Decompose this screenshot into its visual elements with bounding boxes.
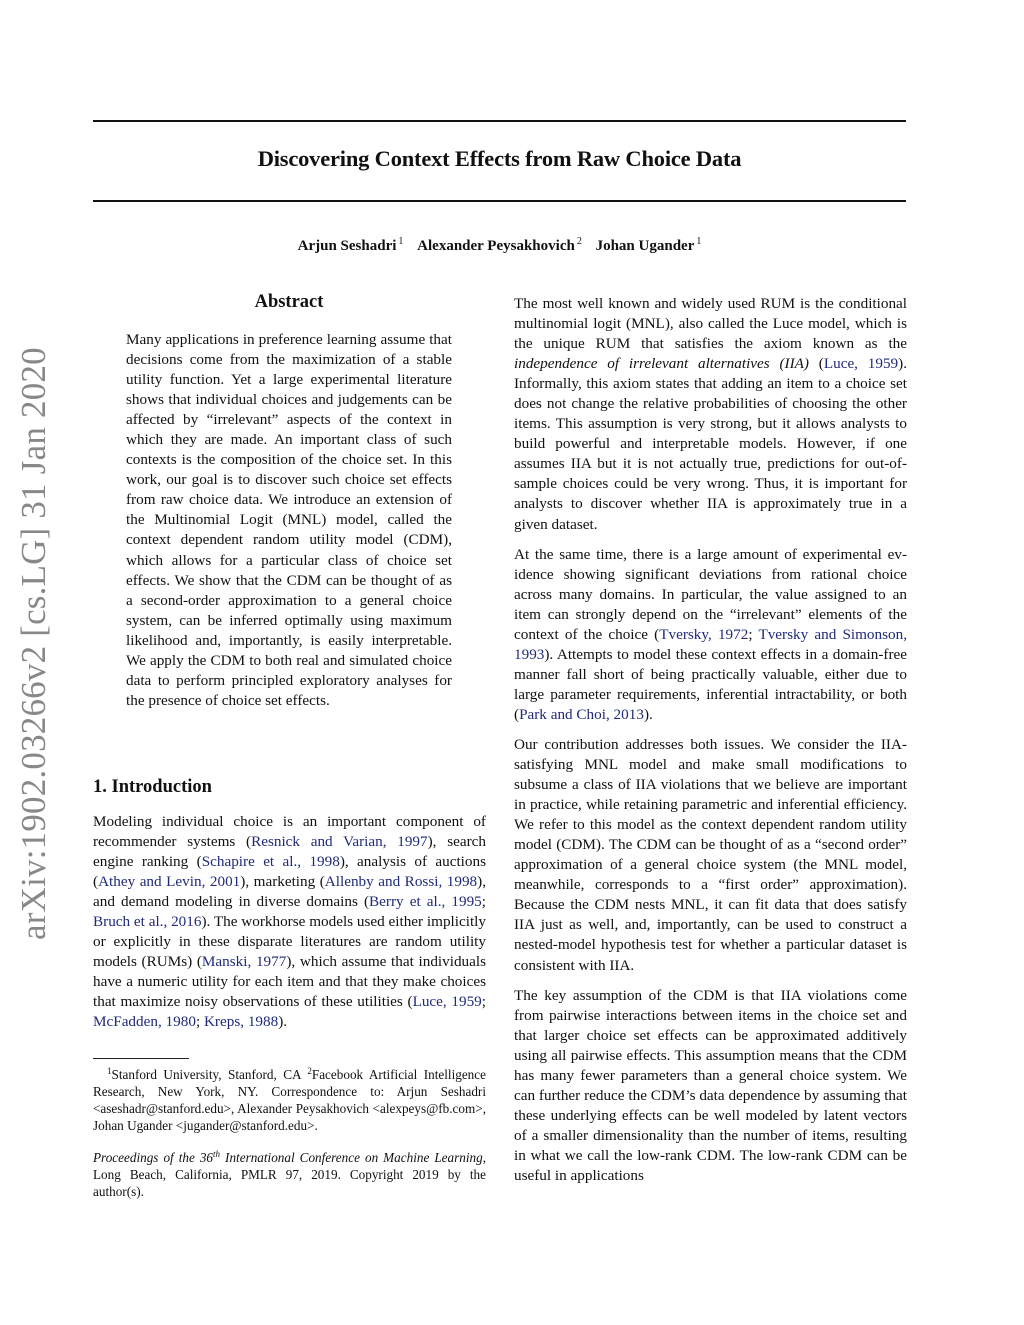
text-run: ). Informally, this axiom states that adding an item to a choice set does not change the relative probabilities of choosing the other items. This assumption is very strong, but it allows analysts to build powerful and interpretable models. However, if one assumes IIA but it is not actually true, predictions for out-of-sample choices could be very wrong. Thus, it is important for analysts to discover whether IIA is approximately true in a given dataset.: [514, 355, 907, 533]
footnote-rule: [93, 1058, 189, 1059]
text-run: ), analysis of auctions (: [93, 853, 486, 891]
text-run: ). Attempts to model these context effects in a domain-free manner fall short of being practically valuable, either due to large parameter requirements, inferential intractability, or both (: [514, 645, 907, 723]
author-list: [93, 236, 906, 255]
citation-link[interactable]: Resnick and Varian, 1997: [251, 833, 428, 851]
affiliation-footnote: [93, 1063, 486, 1134]
citation-link[interactable]: Bruch et al., 2016: [93, 913, 202, 931]
paragraph: Our contribution addresses both issues. We consider the IIA-satisfying MNL model and make small modifications to subsume a class of IIA violations that we believe are important in practice, while retaining parametric and inferential efficiency. We refer to this model as the context dependent random utility model (CDM). The CDM can be thought of as a “second order” approximation of a general choice system (the MNL model, meanwhile, corresponds to a “first order” approximation). Because the CDM nests MNL, it can fit data that does satisfy IIA just as well, and, importantly, can be used to construct a nested-model hypothesis test for whether a particular dataset is consistent with IIA.: [514, 735, 907, 974]
text-run: The most well known and widely used RUM is the conditional multinomial logit (MNL), also called the Luce model, which is the unique RUM that satisfies the axiom known as the: [514, 295, 907, 353]
proceedings-note: [93, 1146, 486, 1200]
abstract-body: [126, 330, 452, 721]
text-run: ), search engine ranking (: [93, 833, 486, 871]
citation-link[interactable]: Athey and Levin, 2001: [98, 873, 241, 891]
citation-link[interactable]: Park and Choi, 2013: [519, 705, 644, 723]
text-run: ;: [195, 1013, 204, 1031]
citation-link[interactable]: Tversky and Simonson, 1993: [514, 625, 907, 663]
citation-link[interactable]: Kreps, 1988: [203, 1013, 279, 1031]
arxiv-stamp: arXiv:1902.03266v2 [cs.LG] 31 Jan 2020: [14, 347, 53, 940]
title-bottom-rule: [93, 200, 906, 202]
emphasis: independence of irrelevant alternatives (IIA): [514, 355, 809, 373]
text-run: Modeling individual choice is an important component of recommender systems (: [93, 813, 486, 851]
author-affil-mark: 1: [696, 236, 702, 247]
intro-paragraph: [93, 812, 486, 1033]
text-run: ), which assume that individuals have a numeric utility for each item and that they make choices that maximize noisy observations of these utilities (: [93, 953, 487, 1011]
abstract-text: Many applications in preference learning assume that decisions come from the maximization of a stable utility function. Yet a large experimental literature shows that individual choices and judgements can be affected by “irrelevant” aspects of the context in which they are made. An important class of such contexts is the composition of the choice set. In this work, our goal is to discover such choice set effects from raw choice data. We introduce an extension of the Multinomial Logit (MNL) model, called the context dependent random utility model (CDM), which allows for a particular class of choice set effects. We show that the CDM can be thought of as a second-order approximation to a general choice system, can be inferred optimally using maximum likelihood and, importantly, is easily interpretable. We apply the CDM to both real and simulated choice data to perform principled exploratory analyses for the presence of choice set effects.: [126, 331, 452, 709]
title-top-rule: [93, 120, 906, 122]
author-name: Arjun Seshadri: [297, 238, 397, 254]
section-heading-introduction: 1. Introduction: [93, 777, 212, 797]
proceedings-venue-cont: International Conference on Machine Learning: [220, 1150, 483, 1165]
citation-link[interactable]: McFadden, 1980: [93, 1013, 196, 1031]
citation-link[interactable]: Allenby and Rossi, 1998: [324, 873, 478, 891]
author-name: Alexander Peysakhovich: [417, 238, 575, 254]
paper-title: Discovering Context Effects from Raw Choice Data: [257, 146, 742, 171]
author: [417, 238, 582, 254]
citation-link[interactable]: Schapire et al., 1998: [201, 853, 340, 871]
text-run: ).: [643, 705, 653, 723]
ordinal-suffix: th: [213, 1149, 221, 1159]
footnotes: [93, 1063, 486, 1212]
text-run: ;: [481, 893, 486, 911]
author-affil-mark: 1: [398, 236, 404, 247]
citation-link[interactable]: Luce, 1959: [823, 355, 899, 373]
text-run: ). The workhorse models used either implicitly or explicitly in these disparate literatures are random utility models (RUMs) (: [93, 913, 486, 971]
text-run: ), marketing (: [240, 873, 325, 891]
introduction-body: [93, 812, 486, 1043]
footnote-mark: 1: [107, 1066, 112, 1076]
text-run: At the same time, there is a large amount of experimental evidence showing significant deviations from rational choice across many domains. In particular, the value assigned to an item can strongly depend on the “irrelevant” elements of the context of the choice (: [514, 545, 907, 643]
text-run: ;: [481, 993, 486, 1011]
affiliation-2: Facebook Artificial Intelligence Research, New York, NY. Correspondence to: Arjun Seshadri <aseshadr@stanford.edu>, Alexander Peysakhovich <alexpeys@fb.com>, Johan Ugander <jugander@stanford.edu>.: [93, 1067, 486, 1133]
text-run: ;: [748, 625, 759, 643]
text-run: ).: [278, 1013, 288, 1031]
paragraph: The key assumption of the CDM is that IIA violations come from pairwise interactions between items in the choice set and that larger choice set effects can be approximated additively using all pairwise effects. This assumption means that the CDM has many fewer parameters than a general choice system. We can further reduce the CDM’s data dependence by assuming that these underlying effects can be well modeled by latent vectors of a smaller dimensionality than the number of items, resulting in what we call the low-rank CDM. The low-rank CDM can be useful in applications: [514, 986, 907, 1184]
author-affil-mark: 2: [576, 236, 582, 247]
paragraph: [514, 545, 907, 725]
citation-link[interactable]: Luce, 1959: [412, 993, 482, 1011]
citation-link[interactable]: Tversky, 1972: [659, 625, 749, 643]
abstract-heading: Abstract: [254, 292, 324, 312]
author: [298, 238, 404, 254]
text-run: (: [808, 355, 824, 373]
author: [596, 238, 702, 254]
author-name: Johan Ugander: [595, 238, 695, 254]
citation-link[interactable]: Berry et al., 1995: [369, 893, 482, 911]
affiliation-1: Stanford University, Stanford, CA: [111, 1067, 308, 1082]
citation-link[interactable]: Manski, 1977: [201, 953, 287, 971]
proceedings-details: , Long Beach, California, PMLR 97, 2019. Copyright 2019 by the author(s).: [93, 1150, 486, 1199]
footnote-mark: 2: [307, 1066, 312, 1076]
proceedings-venue: Proceedings of the 36: [93, 1150, 214, 1165]
text-run: ), and demand modeling in diverse domains (: [93, 873, 486, 911]
right-column: [514, 294, 907, 1196]
paragraph: [514, 294, 907, 535]
